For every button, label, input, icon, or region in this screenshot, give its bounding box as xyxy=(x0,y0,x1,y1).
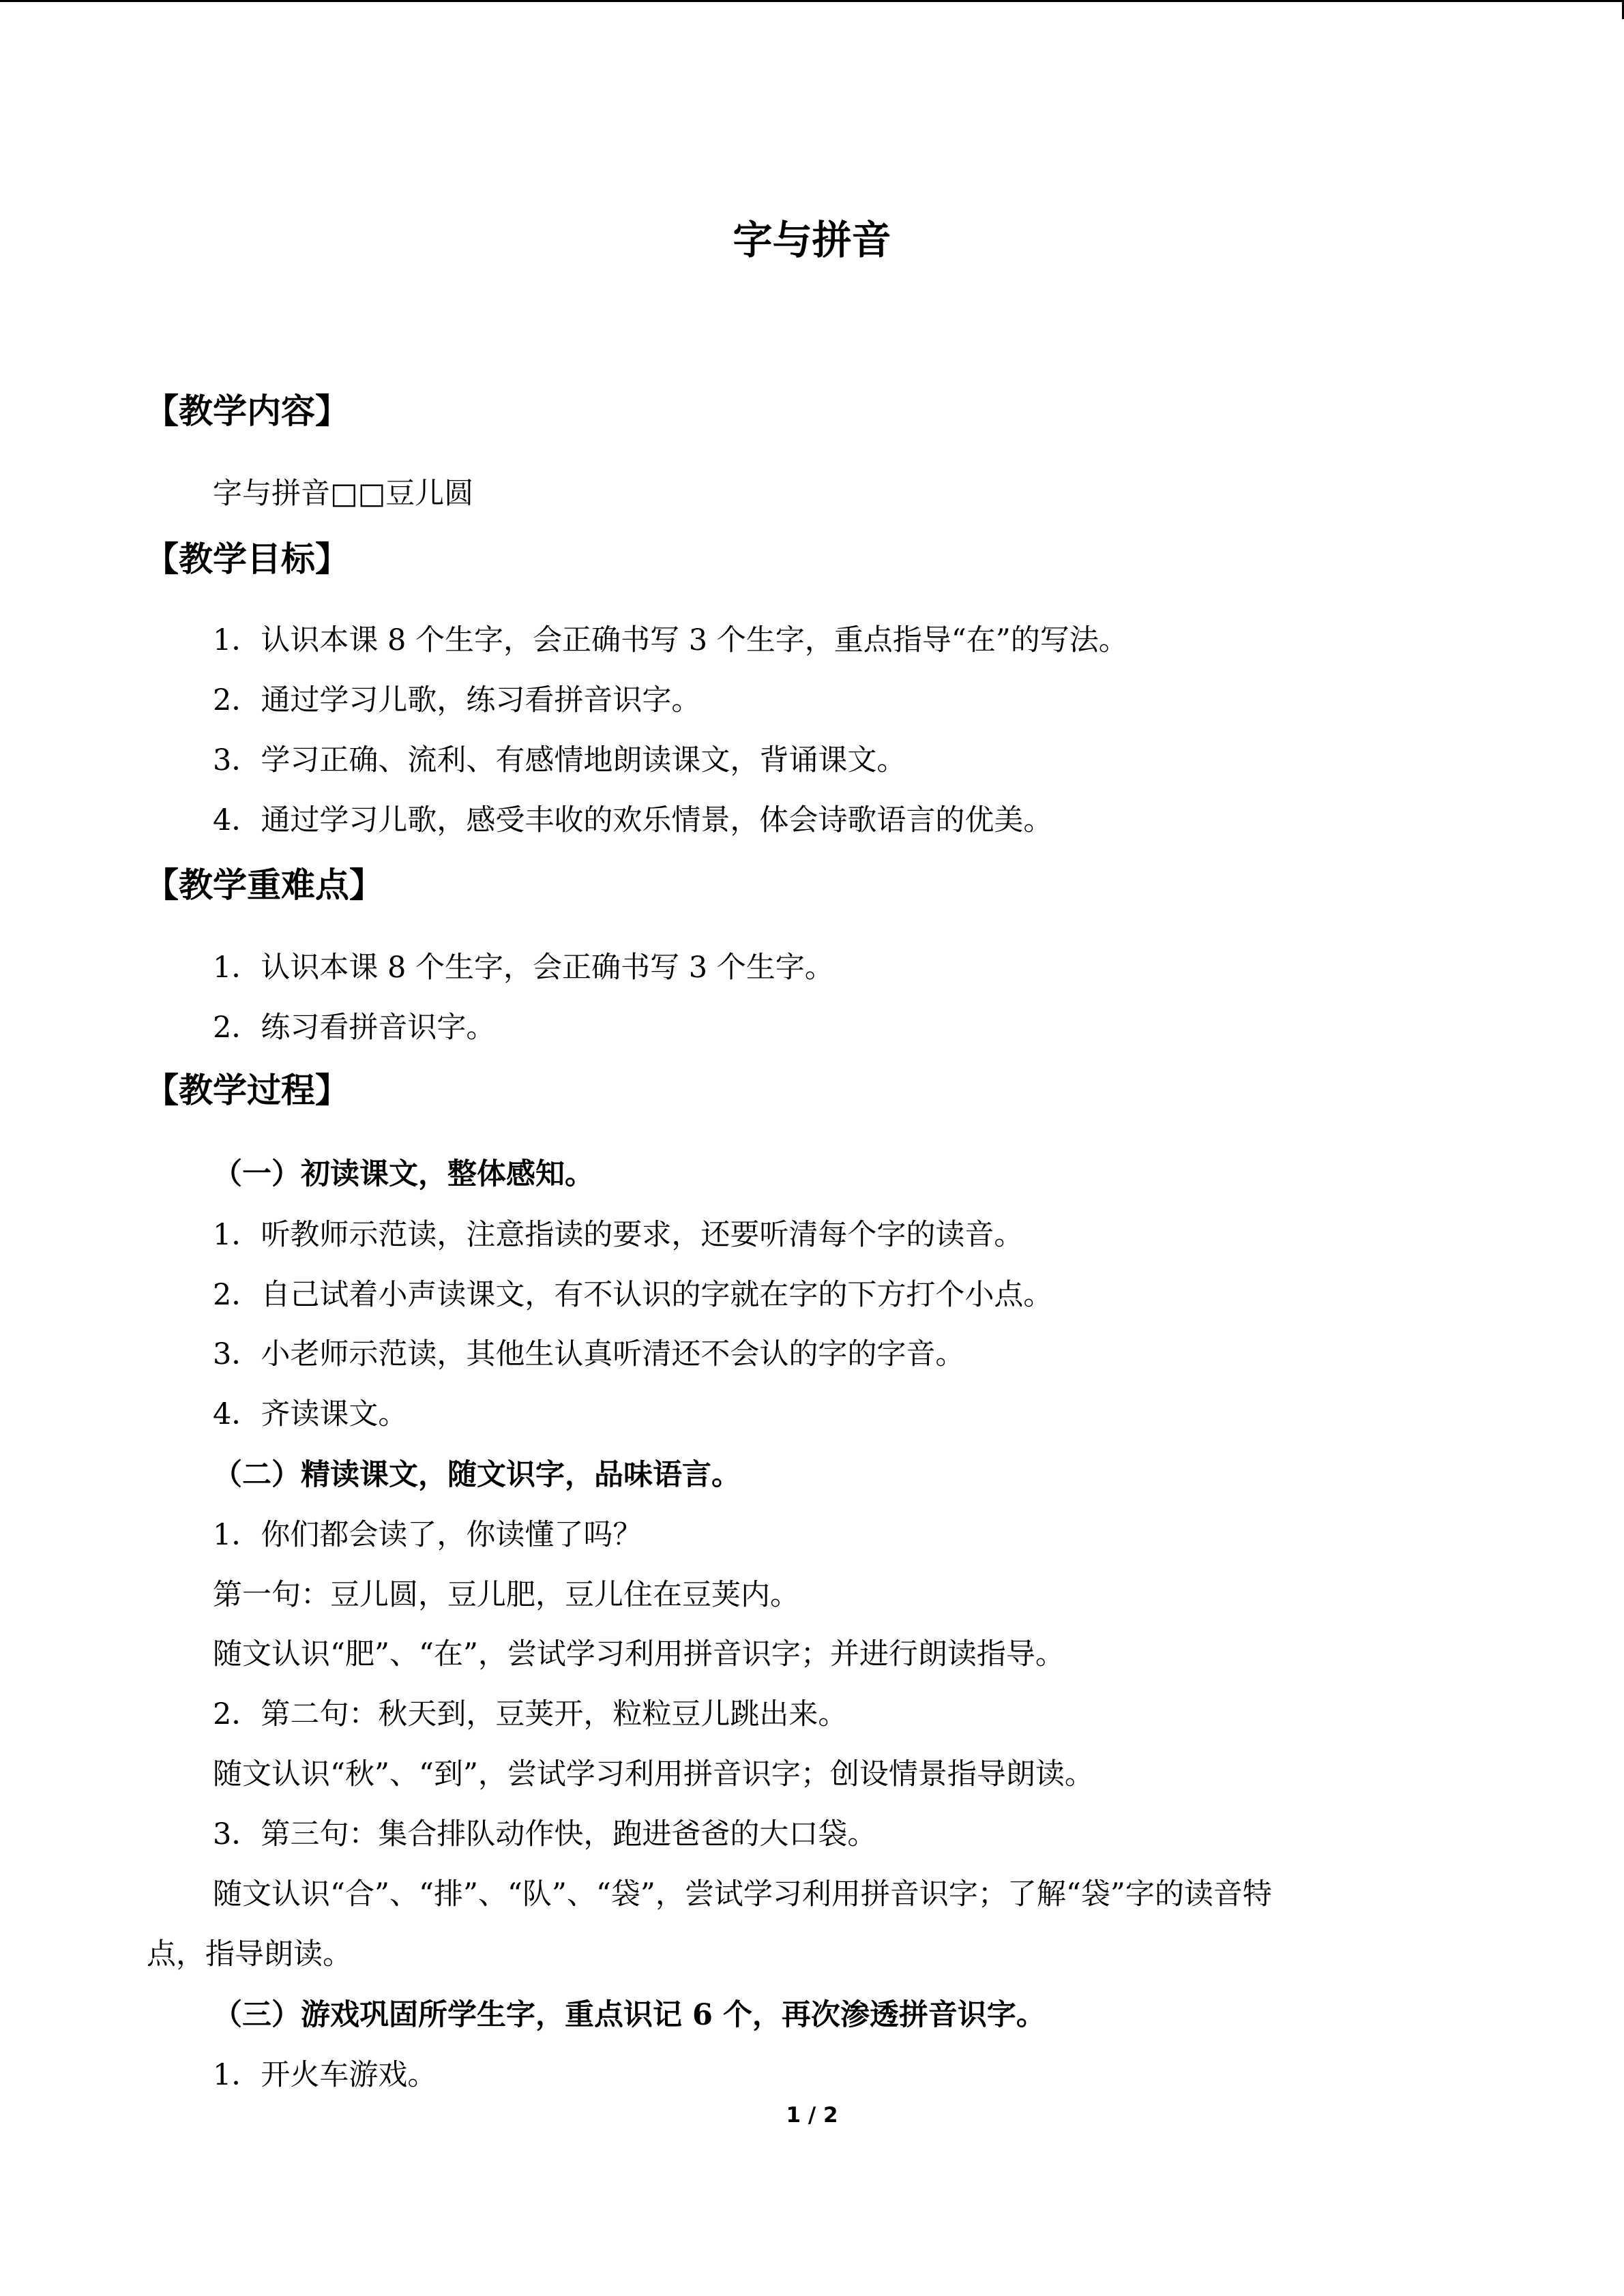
process-part3-heading: （三）游戏巩固所学生字，重点识记 6 个，再次渗透拼音识字。 xyxy=(213,1998,1046,2032)
document-title: 字与拼音 xyxy=(733,217,891,263)
process-part1-item: 1．听教师示范读，注意指读的要求，还要听清每个字的读音。 xyxy=(213,1218,1024,1252)
key-point-item: 2．练习看拼音识字。 xyxy=(213,1011,496,1045)
process-part2-line: 随文认识“肥”、“在”，尝试学习利用拼音识字；并进行朗读指导。 xyxy=(213,1637,1065,1671)
section-heading-goals: 【教学目标】 xyxy=(145,539,349,579)
goal-item: 2．通过学习儿歌，练习看拼音识字。 xyxy=(213,683,701,717)
content-text: 字与拼音□□豆儿圆 xyxy=(213,477,474,511)
process-part2-line: 点，指导朗读。 xyxy=(147,1937,352,1971)
process-part2-heading: （二）精读课文，随文识字，品味语言。 xyxy=(213,1458,741,1492)
goal-item: 3．学习正确、流利、有感情地朗读课文，背诵课文。 xyxy=(213,743,906,777)
process-part2-line: 1．你们都会读了，你读懂了吗？ xyxy=(213,1518,643,1552)
process-part1-item: 4．齐读课文。 xyxy=(213,1397,408,1431)
page-number: 1 / 2 xyxy=(786,2103,838,2128)
process-part1-heading: （一）初读课文，整体感知。 xyxy=(213,1157,594,1191)
process-part1-item: 3．小老师示范读，其他生认真听清还不会认的字的字音。 xyxy=(213,1337,965,1371)
goal-item: 1．认识本课 8 个生字，会正确书写 3 个生字，重点指导“在”的写法。 xyxy=(213,623,1128,657)
key-point-item: 1．认识本课 8 个生字，会正确书写 3 个生字。 xyxy=(213,951,834,985)
section-heading-process: 【教学过程】 xyxy=(145,1071,349,1110)
process-part1-item: 2．自己试着小声读课文，有不认识的字就在字的下方打个小点。 xyxy=(213,1278,1053,1312)
process-part2-line: 随文认识“秋”、“到”，尝试学习利用拼音识字；创设情景指导朗读。 xyxy=(213,1757,1094,1791)
process-part3-item: 1．开火车游戏。 xyxy=(213,2058,437,2092)
process-part2-line: 随文认识“合”、“排”、“队”、“袋”，尝试学习利用拼音识字；了解“袋”字的读音特 xyxy=(213,1877,1272,1911)
section-heading-key-points: 【教学重难点】 xyxy=(145,865,383,905)
process-part2-line: 第一句：豆儿圆，豆儿肥，豆儿住在豆荚内。 xyxy=(213,1578,799,1612)
section-heading-content: 【教学内容】 xyxy=(145,391,349,431)
top-border-line xyxy=(0,0,1624,2)
goal-item: 4．通过学习儿歌，感受丰收的欢乐情景，体会诗歌语言的优美。 xyxy=(213,803,1053,837)
process-part2-line: 3．第三句：集合排队动作快，跑进爸爸的大口袋。 xyxy=(213,1817,877,1851)
process-part2-line: 2．第二句：秋天到，豆荚开，粒粒豆儿跳出来。 xyxy=(213,1697,848,1731)
